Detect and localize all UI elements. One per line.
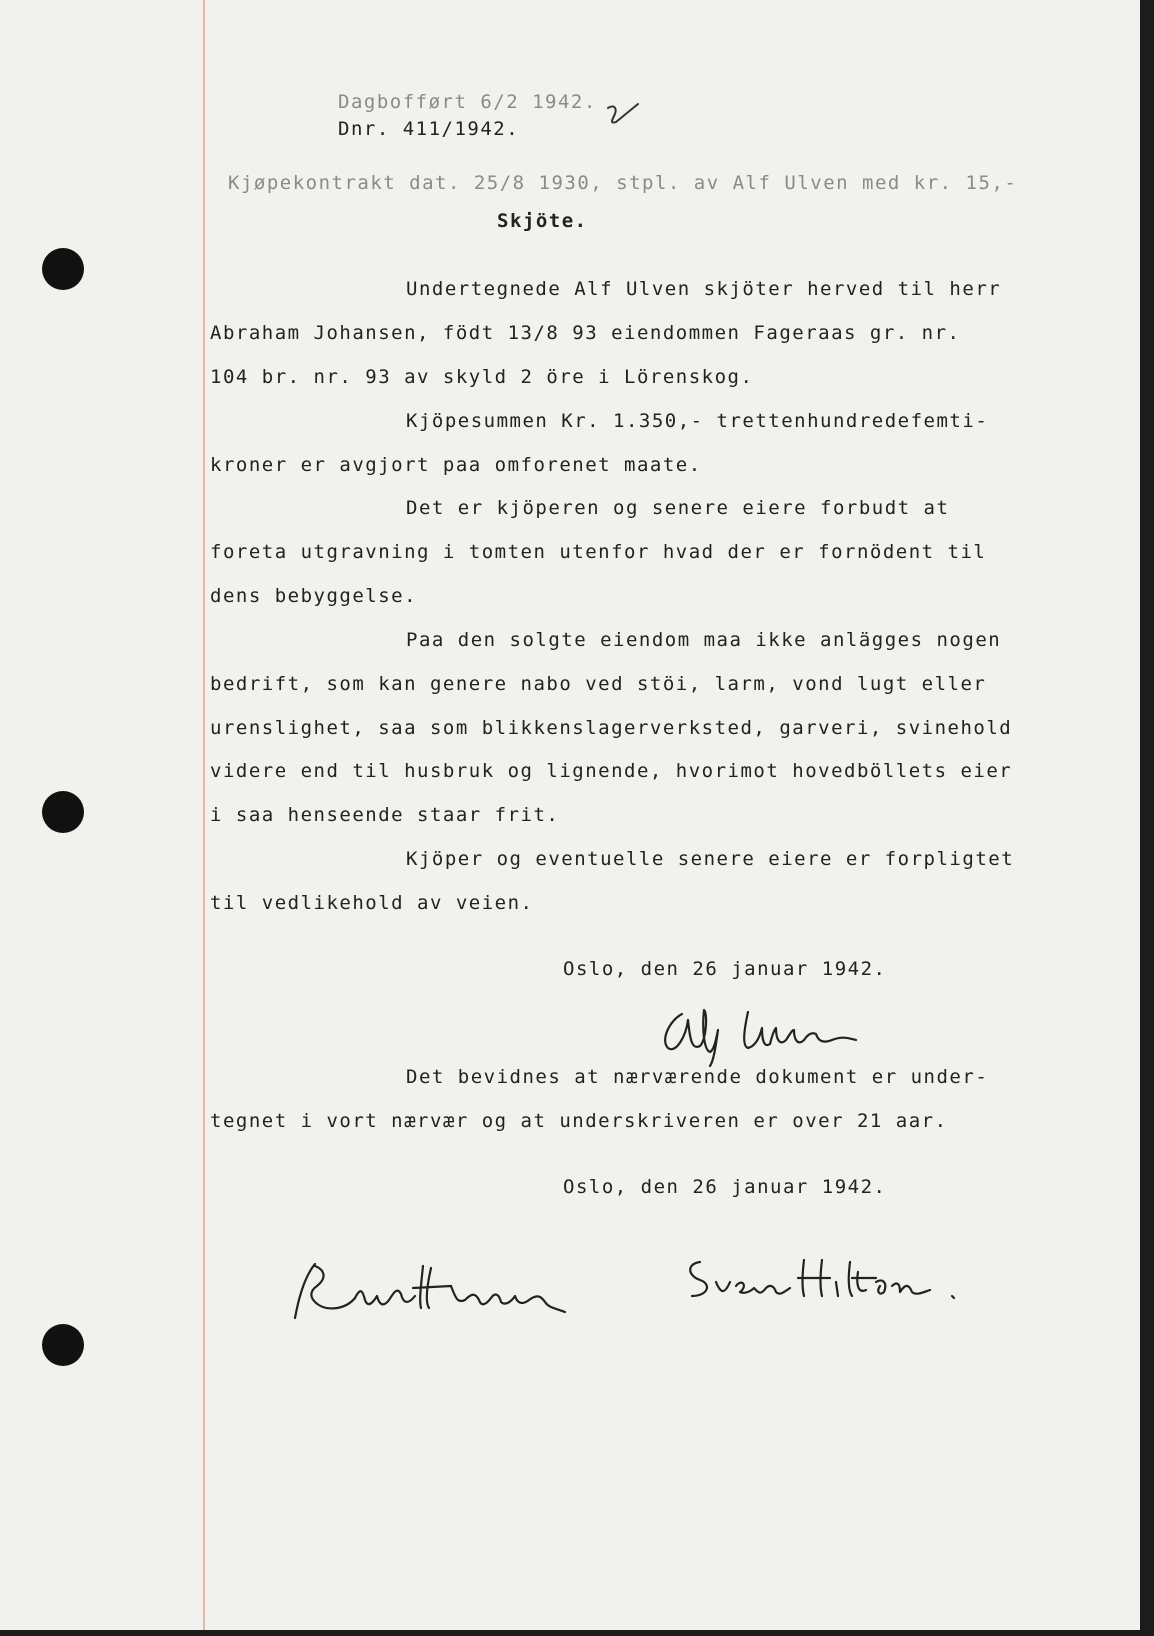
body-line: kroner er avgjort paa omforenet maate. xyxy=(210,454,702,476)
body-line: urenslighet, saa som blikkenslagerverksted, garveri, svinehold xyxy=(210,717,1013,739)
body-line: bedrift, som kan genere nabo ved stöi, larm, vond lugt eller xyxy=(210,673,987,695)
body-line: foreta utgravning i tomten utenfor hvad der er fornödent til xyxy=(210,541,987,563)
body-line: Paa den solgte eiendom maa ikke anlägges nogen xyxy=(406,629,1002,651)
body-line: Kjöpesummen Kr. 1.350,- trettenhundredefemti- xyxy=(406,410,989,432)
check-mark-icon xyxy=(604,100,644,130)
body-line: videre end til husbruk og lignende, hvorimot hovedböllets eier xyxy=(210,760,1013,782)
registration-date: Dagbofført 6/2 1942. xyxy=(338,91,597,113)
body-line: Det er kjöperen og senere eiere forbudt at xyxy=(406,497,950,519)
body-line: i saa henseende staar frit. xyxy=(210,804,560,826)
witness-signature-2 xyxy=(680,1252,970,1312)
punch-hole-top xyxy=(42,248,84,290)
punch-hole-middle xyxy=(42,791,84,833)
punch-hole-bottom xyxy=(42,1324,84,1366)
body-line: Undertegnede Alf Ulven skjöter herved til herr xyxy=(406,278,1002,300)
document-title: Skjöte. xyxy=(497,210,588,232)
document-number: Dnr. 411/1942. xyxy=(338,118,520,140)
witness-text-line: tegnet i vort nærvær og at underskriveren er over 21 aar. xyxy=(210,1110,948,1132)
seller-signature xyxy=(652,1000,872,1070)
contract-reference: Kjøpekontrakt dat. 25/8 1930, stpl. av Alf Ulven med kr. 15,- xyxy=(228,172,1018,194)
body-line: 104 br. nr. 93 av skyld 2 öre i Lörenskog. xyxy=(210,366,754,388)
body-line: til vedlikehold av veien. xyxy=(210,892,534,914)
margin-rule xyxy=(203,0,205,1630)
body-line: Abraham Johansen, födt 13/8 93 eiendommen Fageraas gr. nr. xyxy=(210,322,961,344)
witness-text-line: Det bevidnes at nærværende dokument er under- xyxy=(406,1066,989,1088)
signing-date: Oslo, den 26 januar 1942. xyxy=(563,958,887,980)
body-line: Kjöper og eventuelle senere eiere er forpligtet xyxy=(406,848,1015,870)
witness-date: Oslo, den 26 januar 1942. xyxy=(563,1176,887,1198)
witness-signature-1 xyxy=(285,1256,575,1336)
body-line: dens bebyggelse. xyxy=(210,585,418,607)
